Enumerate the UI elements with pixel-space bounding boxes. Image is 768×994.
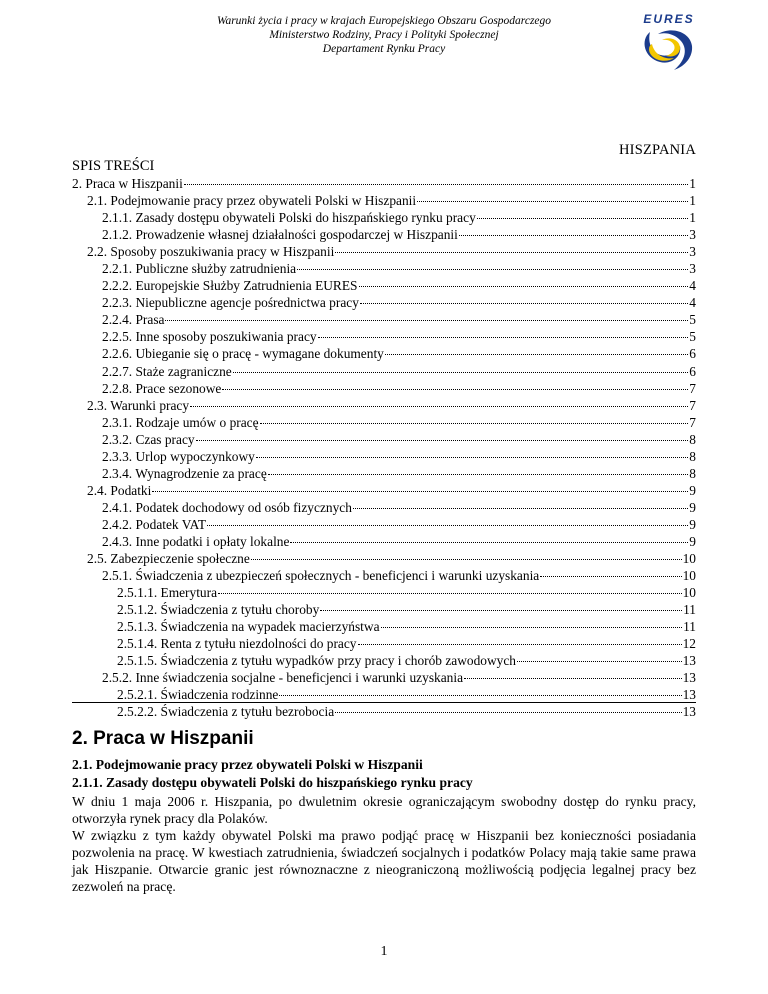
paragraph: W związku z tym każdy obywatel Polski ma prawo podjąć pracę w Hiszpanii bez konieczności posiadania pozwolenia na pracę. W kwestiach zatrudnienia, świadczeń socjalnych i podatków Polacy mają takie same prawa jak Hiszpanie. Otwarcie granic jest równoznaczne z nieograniczoną możliwością podjęcia legalnej pracy bez zezwoleń na pracę. [72, 828, 696, 894]
toc-entry[interactable] [72, 209, 696, 226]
toc-entry[interactable] [72, 328, 696, 345]
toc-entry-page: 1 [689, 210, 696, 226]
toc-entry[interactable] [72, 703, 696, 720]
toc-entry-page: 3 [689, 244, 696, 260]
toc-entry-label: 2.2.8. Prace sezonowe [102, 380, 222, 396]
toc-entry[interactable] [72, 380, 696, 397]
toc-entry-page: 1 [689, 193, 696, 209]
toc-dot-leader [196, 440, 689, 441]
toc-entry-page: 5 [689, 312, 696, 328]
toc-entry[interactable] [72, 397, 696, 414]
toc-entry[interactable] [72, 482, 696, 499]
toc-entry-label: 2.2.6. Ubieganie się o pracę - wymagane dokumenty [102, 346, 384, 362]
toc-dot-leader [320, 610, 682, 611]
toc-entry-page: 10 [682, 585, 696, 601]
eures-logo-icon [636, 10, 702, 74]
section-heading: 2. Praca w Hiszpanii [72, 728, 254, 749]
toc-dot-leader [477, 218, 689, 219]
toc-dot-leader [385, 354, 688, 355]
toc-entry-label: 2.3.2. Czas pracy [102, 431, 195, 447]
toc-entry-label: 2.5.2.2. Świadczenia z tytułu bezrobocia [117, 704, 335, 720]
toc-dot-leader [184, 184, 688, 185]
toc-dot-leader [360, 303, 688, 304]
toc-dot-leader [251, 559, 682, 560]
toc-dot-leader [260, 423, 689, 424]
header-line-1: Warunki życia i pracy w krajach Europejskiego Obszaru Gospodarczego [216, 15, 552, 27]
toc-dot-leader [459, 235, 688, 236]
toc-entry-label: 2.4. Podatki [87, 482, 152, 498]
toc-entry-page: 6 [689, 363, 696, 379]
toc-entry-label: 2.5.1.2. Świadczenia z tytułu choroby [117, 602, 320, 618]
toc-dot-leader [190, 406, 688, 407]
toc-entry-page: 13 [682, 653, 696, 669]
toc-entry-page: 10 [682, 551, 696, 567]
toc-entry[interactable] [72, 311, 696, 328]
toc-entry[interactable] [72, 192, 696, 209]
toc-dot-leader [335, 712, 681, 713]
toc-entry-page: 8 [689, 431, 696, 447]
toc-entry-label: 2.2.3. Niepubliczne agencje pośrednictwa pracy [102, 295, 359, 311]
toc-entry-page: 8 [689, 465, 696, 481]
toc-entry-page: 1 [689, 176, 696, 191]
toc-entry-page: 4 [689, 278, 696, 294]
toc-entry-label: 2.2.7. Staże zagraniczne [102, 363, 232, 379]
toc-entry-page: 7 [689, 414, 696, 430]
toc-entry-page: 11 [683, 602, 696, 618]
toc-title: SPIS TREŚCI [72, 158, 155, 174]
toc-entry-label: 2.4.2. Podatek VAT [102, 516, 207, 532]
toc-entry-label: 2.2.1. Publiczne służby zatrudnienia [102, 261, 297, 277]
toc-entry[interactable] [72, 533, 696, 550]
toc-entry-label: 2.3.1. Rodzaje umów o pracę [102, 414, 259, 430]
toc-entry[interactable] [72, 465, 696, 482]
toc-entry-label: 2.1. Podejmowanie pracy przez obywateli Polski w Hiszpanii [87, 193, 417, 209]
toc-entry[interactable] [72, 243, 696, 260]
toc-entry[interactable] [72, 584, 696, 601]
toc-entry-page: 8 [689, 448, 696, 464]
toc-dot-leader [233, 372, 689, 373]
toc-entry[interactable] [72, 414, 696, 431]
toc-dot-leader [335, 252, 688, 253]
toc-dot-leader [353, 508, 688, 509]
toc-entry-label: 2.2. Sposoby poszukiwania pracy w Hiszpanii [87, 244, 335, 260]
toc-entry-label: 2.5.2.1. Świadczenia rodzinne [117, 687, 279, 703]
toc-dot-leader [218, 593, 682, 594]
toc-entry-page: 9 [689, 516, 696, 532]
toc-dot-leader [279, 695, 681, 696]
subsubsection-heading: 2.1.1. Zasady dostępu obywateli Polski do hiszpańskiego rynku pracy [72, 775, 473, 790]
toc-entry[interactable] [72, 226, 696, 243]
toc-dot-leader [464, 678, 682, 679]
toc-entry[interactable] [72, 601, 696, 618]
logo-text: EURES [643, 12, 695, 26]
toc-entry-page: 13 [682, 687, 696, 703]
body-text [72, 793, 696, 895]
toc-entry-label: 2.5.2. Inne świadczenia socjalne - beneficjenci i warunki uzyskania [102, 670, 464, 686]
toc-entry-label: 2.3.4. Wynagrodzenie za pracę [102, 465, 267, 481]
section-divider [72, 702, 696, 703]
toc-entry-page: 12 [682, 636, 696, 652]
toc-entry-page: 13 [682, 704, 696, 720]
toc-entry[interactable] [72, 618, 696, 635]
header-line-3: Departament Rynku Pracy [322, 43, 446, 55]
toc-entry-page: 9 [689, 499, 696, 515]
toc-entry[interactable] [72, 260, 696, 277]
toc-entry[interactable] [72, 686, 696, 703]
toc-entry-label: 2.2.4. Prasa [102, 312, 165, 328]
toc-entry[interactable] [72, 175, 696, 192]
table-of-contents [72, 175, 696, 721]
toc-dot-leader [268, 474, 689, 475]
page-number: 1 [380, 944, 388, 959]
toc-entry-label: 2.5.1.3. Świadczenia na wypadek macierzyństwa [117, 619, 380, 635]
toc-entry[interactable] [72, 499, 696, 516]
toc-entry-page: 9 [689, 533, 696, 549]
toc-dot-leader [222, 389, 688, 390]
toc-entry-label: 2.5. Zabezpieczenie społeczne [87, 551, 250, 567]
toc-dot-leader [359, 286, 689, 287]
toc-entry-label: 2.5.1.4. Renta z tytułu niezdolności do pracy [117, 636, 357, 652]
toc-dot-leader [152, 491, 688, 492]
toc-entry-label: 2.5.1. Świadczenia z ubezpieczeń społecznych - beneficjenci i warunki uzyskania [102, 568, 540, 584]
toc-entry[interactable] [72, 550, 696, 567]
toc-entry-page: 4 [689, 295, 696, 311]
toc-dot-leader [318, 337, 689, 338]
toc-dot-leader [290, 542, 688, 543]
toc-entry[interactable] [72, 652, 696, 669]
toc-entry-label: 2.1.2. Prowadzenie własnej działalności gospodarczej w Hiszpanii [102, 227, 458, 243]
toc-entry[interactable] [72, 567, 696, 584]
toc-entry-label: 2.5.1.1. Emerytura [117, 585, 218, 601]
toc-dot-leader [297, 269, 688, 270]
toc-entry-page: 3 [689, 261, 696, 277]
toc-entry[interactable] [72, 363, 696, 380]
toc-entry-page: 10 [682, 568, 696, 584]
toc-entry[interactable] [72, 516, 696, 533]
toc-dot-leader [358, 644, 682, 645]
toc-entry[interactable] [72, 448, 696, 465]
toc-entry-label: 2. Praca w Hiszpanii [72, 176, 183, 191]
toc-dot-leader [517, 661, 682, 662]
toc-entry-label: 2.1.1. Zasady dostępu obywateli Polski do hiszpańskiego rynku pracy [102, 210, 476, 226]
toc-entry-page: 6 [689, 346, 696, 362]
toc-dot-leader [165, 320, 688, 321]
toc-entry-label: 2.2.2. Europejskie Służby Zatrudnienia EURES [102, 278, 358, 294]
toc-entry-page: 3 [689, 227, 696, 243]
toc-dot-leader [256, 457, 688, 458]
toc-entry[interactable] [72, 345, 696, 362]
toc-entry-page: 5 [689, 329, 696, 345]
toc-dot-leader [417, 201, 688, 202]
toc-entry-label: 2.4.1. Podatek dochodowy od osób fizycznych [102, 499, 352, 515]
toc-entry-page: 7 [689, 397, 696, 413]
toc-entry-page: 11 [683, 619, 696, 635]
subsection-heading: 2.1. Podejmowanie pracy przez obywateli Polski w Hiszpanii [72, 757, 423, 772]
toc-dot-leader [540, 576, 681, 577]
toc-entry[interactable] [72, 635, 696, 652]
toc-entry-label: 2.3.3. Urlop wypoczynkowy [102, 448, 255, 464]
toc-entry-page: 13 [682, 670, 696, 686]
toc-entry-label: 2.5.1.5. Świadczenia z tytułu wypadków przy pracy i chorób zawodowych [117, 653, 516, 669]
toc-entry-page: 9 [689, 482, 696, 498]
toc-entry-page: 7 [689, 380, 696, 396]
toc-entry[interactable] [72, 669, 696, 686]
toc-entry-label: 2.3. Warunki pracy [87, 397, 190, 413]
toc-entry[interactable] [72, 294, 696, 311]
toc-entry[interactable] [72, 431, 696, 448]
paragraph: W dniu 1 maja 2006 r. Hiszpania, po dwuletnim okresie ograniczającym swobodny dostęp do rynku pracy, otworzyła rynek pracy dla Polaków. [72, 794, 696, 826]
toc-dot-leader [207, 525, 688, 526]
country-label: HISZPANIA [619, 142, 696, 158]
toc-dot-leader [381, 627, 683, 628]
toc-entry-label: 2.4.3. Inne podatki i opłaty lokalne [102, 533, 290, 549]
toc-entry[interactable] [72, 277, 696, 294]
toc-entry-label: 2.2.5. Inne sposoby poszukiwania pracy [102, 329, 317, 345]
header-line-2: Ministerstwo Rodziny, Pracy i Polityki Społecznej [269, 29, 499, 41]
